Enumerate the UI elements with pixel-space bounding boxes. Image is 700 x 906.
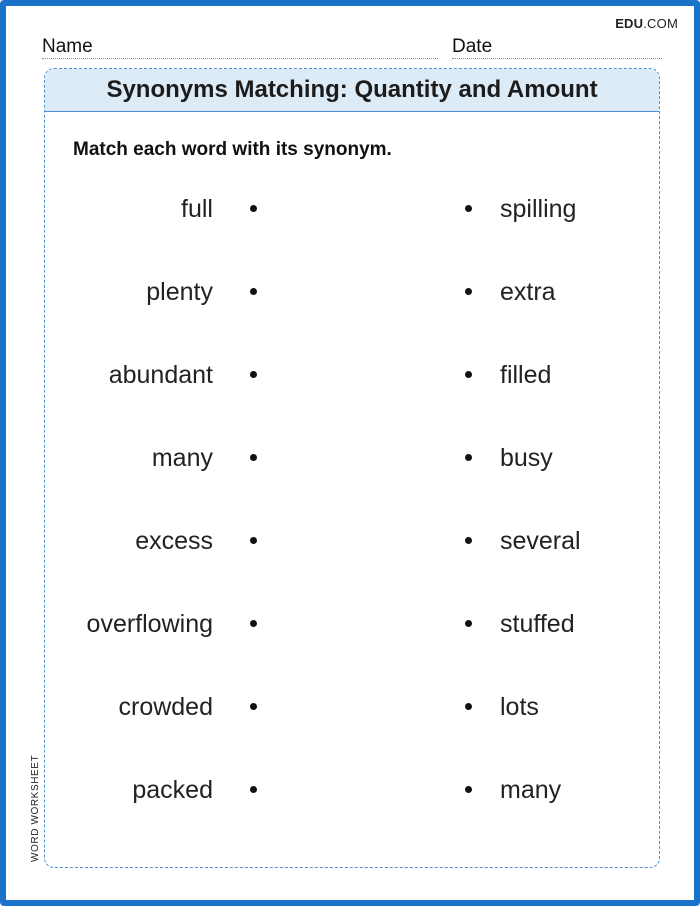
left-match-dot[interactable] — [250, 371, 257, 378]
title-banner — [45, 69, 659, 112]
right-word: busy — [500, 444, 553, 472]
left-word: crowded — [118, 693, 213, 721]
match-row — [6, 607, 700, 641]
instruction-text: Match each word with its synonym. — [73, 139, 392, 160]
right-match-dot[interactable] — [465, 205, 472, 212]
date-field[interactable] — [452, 36, 662, 59]
worksheet-title: Synonyms Matching: Quantity and Amount — [106, 76, 598, 103]
right-match-dot[interactable] — [465, 371, 472, 378]
right-match-dot[interactable] — [465, 703, 472, 710]
right-word: many — [500, 776, 562, 804]
left-match-dot[interactable] — [250, 786, 257, 793]
right-word: spilling — [500, 195, 577, 223]
right-word: stuffed — [500, 610, 575, 638]
left-match-dot[interactable] — [250, 288, 257, 295]
right-match-dot[interactable] — [465, 786, 472, 793]
left-word: abundant — [108, 361, 213, 389]
match-row — [6, 192, 700, 226]
right-match-dot[interactable] — [465, 620, 472, 627]
match-row — [6, 690, 700, 724]
name-label: Name — [42, 36, 93, 57]
side-label: WORD WORKSHEET — [30, 754, 41, 862]
left-word: plenty — [146, 278, 213, 306]
brand-logo: EDU.COM — [615, 16, 678, 31]
match-row — [6, 441, 700, 475]
right-match-dot[interactable] — [465, 537, 472, 544]
match-row — [6, 358, 700, 392]
right-match-dot[interactable] — [465, 454, 472, 461]
left-match-dot[interactable] — [250, 454, 257, 461]
left-word: packed — [132, 776, 213, 804]
name-field[interactable] — [42, 36, 438, 59]
match-row — [6, 773, 700, 807]
left-match-dot[interactable] — [250, 205, 257, 212]
left-match-dot[interactable] — [250, 620, 257, 627]
right-word: filled — [500, 361, 552, 389]
left-word: excess — [135, 527, 213, 555]
right-word: lots — [500, 693, 539, 721]
match-row — [6, 275, 700, 309]
right-match-dot[interactable] — [465, 288, 472, 295]
right-word: extra — [500, 278, 556, 306]
right-word: several — [500, 527, 581, 555]
left-match-dot[interactable] — [250, 537, 257, 544]
match-row — [6, 524, 700, 558]
left-match-dot[interactable] — [250, 703, 257, 710]
left-word: full — [181, 195, 213, 223]
left-word: overflowing — [86, 610, 213, 638]
date-label: Date — [452, 36, 493, 57]
left-word: many — [151, 444, 213, 472]
